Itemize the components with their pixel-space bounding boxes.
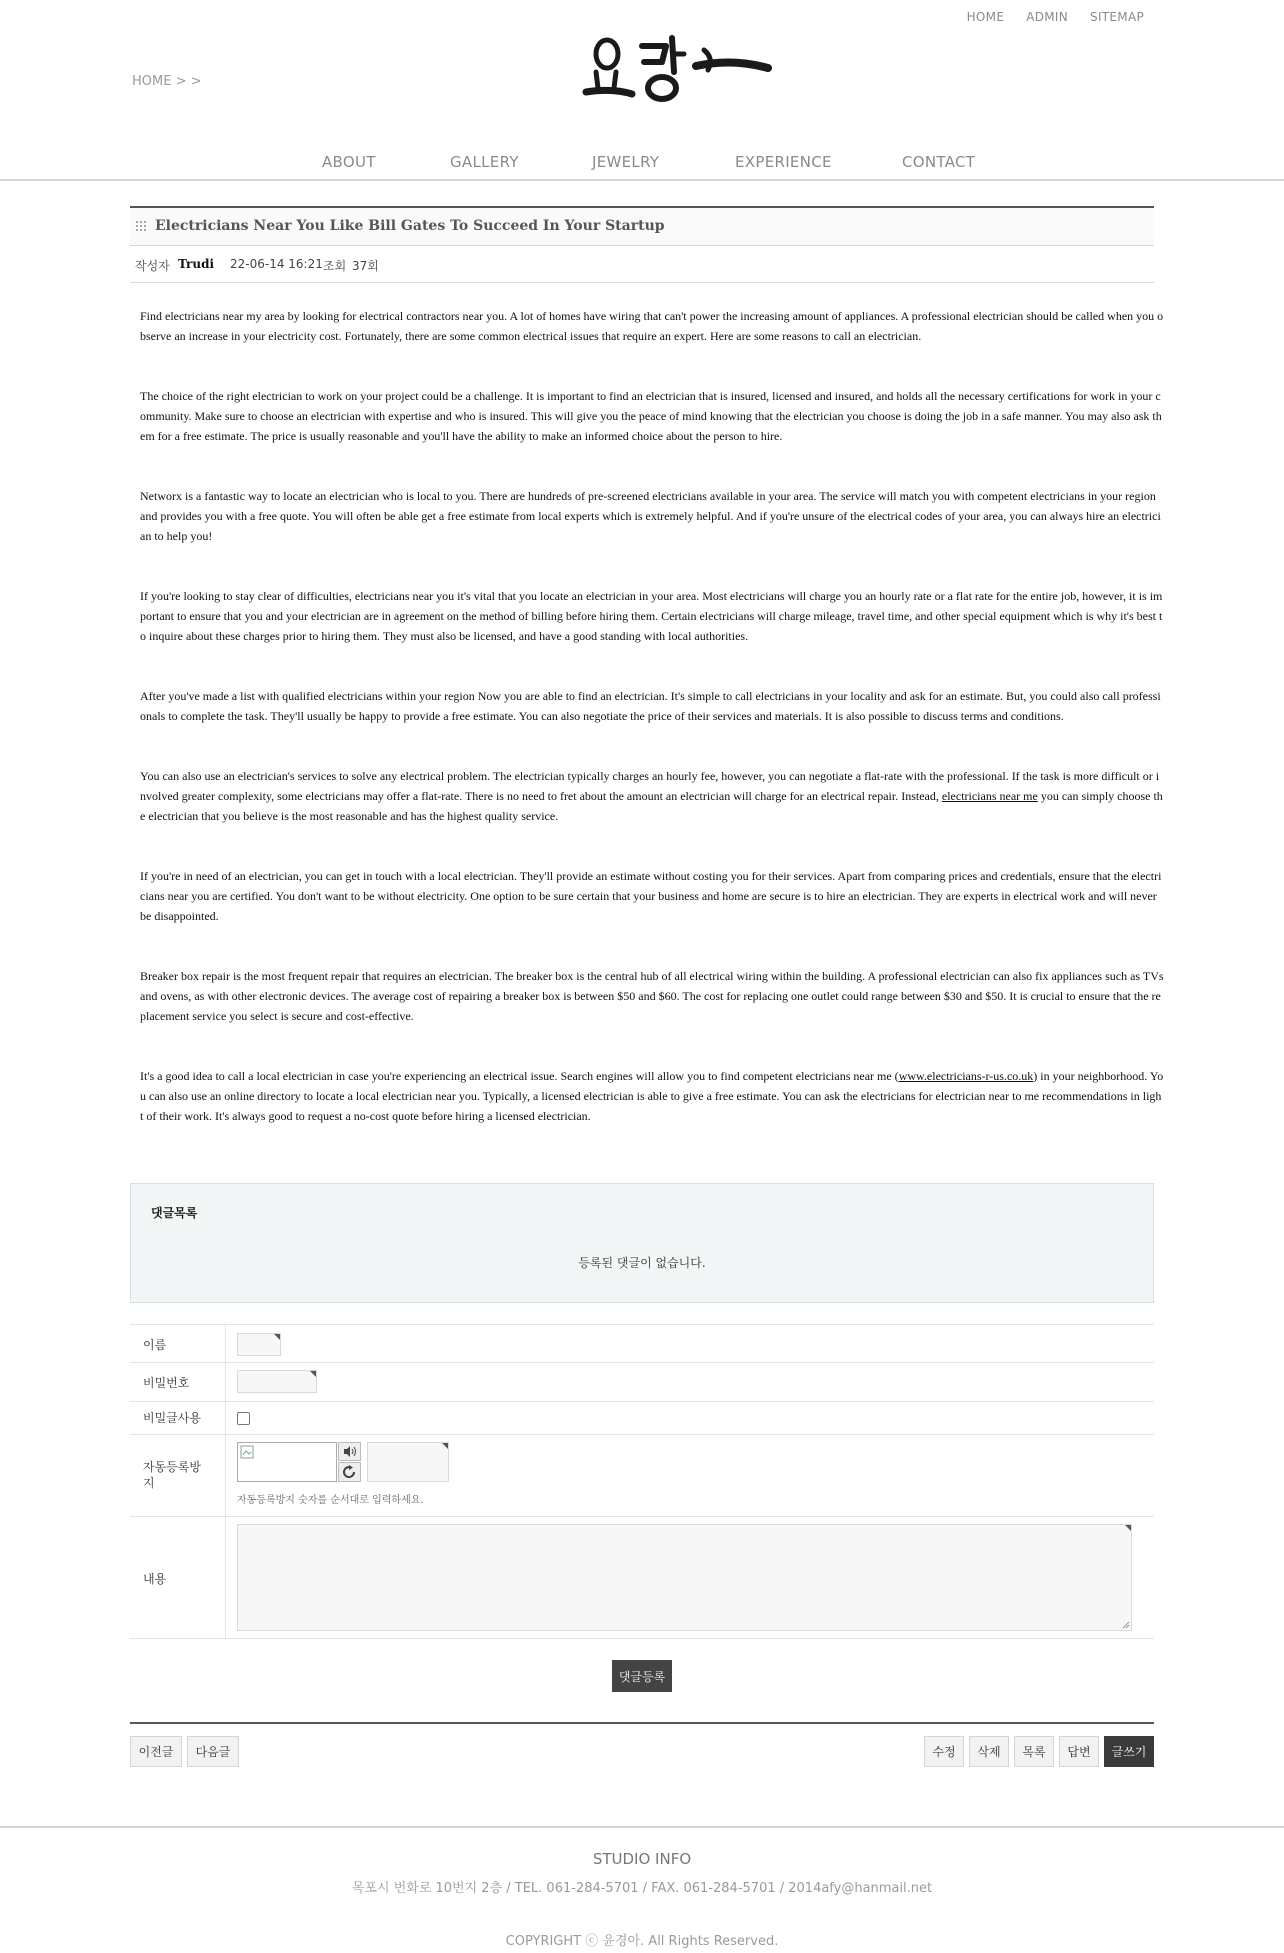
list-button[interactable]: 목록 — [1014, 1736, 1054, 1767]
edit-button[interactable]: 수정 — [924, 1736, 964, 1767]
main-nav — [0, 150, 1284, 181]
next-post-button[interactable]: 다음글 — [187, 1736, 239, 1767]
post-view — [130, 206, 1154, 283]
nav-item-about[interactable]: ABOUT — [322, 153, 376, 171]
nav-item-contact[interactable]: CONTACT — [902, 153, 976, 171]
comment-list — [130, 1183, 1154, 1303]
post-meta — [130, 246, 1154, 283]
name-input[interactable] — [237, 1333, 281, 1356]
reply-button[interactable]: 답변 — [1059, 1736, 1099, 1767]
paragraph-text: ) in your neighborhood. You can also use an online directory to locate a local electrician near you. Typically, a licensed electrician is able to give a free estimate. You can ask the electricians for electrician near to me recommendations in light of their work. It's always good to request a no-cost quote before hiring a licensed electrician. — [140, 1069, 1164, 1123]
paragraph: The choice of the right electrician to work on your project could be a challenge. It is important to find an electrician that is insured, licensed and insured, and holds all the necessary certifications for work in your community. Make sure to choose an electrician with expertise and who is insured. This will give you the peace of mind knowing that the electrician you choose is doing the job in a safe manner. You may also ask them for a free estimate. The price is usually reasonable and you'll have the ability to make an informed choice about the person to hire. — [140, 389, 1162, 443]
content-textarea[interactable] — [237, 1524, 1132, 1631]
footer-copyright: COPYRIGHT ⓒ 윤경아. All Rights Reserved. — [505, 1934, 779, 1949]
post-content — [140, 306, 1164, 1166]
secret-label: 비밀글사용 — [130, 1402, 226, 1434]
paragraph: If you're in need of an electrician, you can get in touch with a local electrician. They'll provide an estimate without costing you for their services. Apart from comparing prices and credentials, ensure that the electricians near you are certified. You don't want to be without electricity. One option to be sure certain that your business and home are secure is to hire an electrician. They are experts in electrical work and will never be disappointed. — [140, 869, 1162, 923]
paragraph — [140, 766, 1164, 826]
paragraph: Networx is a fantastic way to locate an electrician who is local to you. There are hundreds of pre-screened electricians available in your area. The service will match you with competent electricians in your region and provides you with a free quote. You will often be able get a free estimate from local experts which is extremely helpful. And if you're unsure of the electrical codes of your area, you can always hire an electrician to help you! — [140, 489, 1161, 543]
refresh-icon — [339, 1463, 360, 1481]
nav-item-experience[interactable]: EXPERIENCE — [735, 153, 832, 171]
paragraph — [140, 1066, 1164, 1126]
paragraph-text: you can simply choose the electrician that you believe is the most reasonable and has the highest quality service. — [140, 789, 1163, 823]
post-date: 22-06-14 16:21 — [230, 257, 323, 271]
nav-item-jewelry[interactable]: JEWELRY — [592, 153, 660, 171]
password-label: 비밀번호 — [130, 1363, 226, 1401]
captcha-image — [237, 1442, 337, 1482]
broken-image-icon — [240, 1445, 254, 1459]
paragraph-text: You can also use an electrician's services to solve any electrical problem. The electrician typically charges an hourly fee, however, you can negotiate a flat-rate with the professional. If the task is more difficult or involved greater complexity, some electricians may offer a flat-rate. There is no need to fret about the amount an electrician will charge for an electrical repair. Instead, — [140, 769, 1160, 803]
form-row-password — [130, 1363, 1154, 1402]
breadcrumb: HOME > > — [132, 74, 202, 89]
paragraph-text: It's a good idea to call a local electrician in case you're experiencing an electrical issue. Search engines will allow you to find competent electricians near me ( — [140, 1069, 899, 1083]
captcha-refresh-button[interactable] — [338, 1462, 361, 1482]
secret-checkbox[interactable] — [237, 1412, 250, 1425]
password-input[interactable] — [237, 1370, 317, 1393]
grid-icon — [135, 220, 147, 232]
form-row-name — [130, 1325, 1154, 1363]
post-title-bar — [130, 206, 1154, 246]
comment-empty-message: 등록된 댓글이 없습니다. — [578, 1256, 706, 1270]
views-count: 37회 — [352, 259, 379, 273]
author-label: 작성자 — [135, 259, 170, 273]
captcha-audio-button[interactable] — [338, 1442, 361, 1461]
delete-button[interactable]: 삭제 — [969, 1736, 1009, 1767]
post-title: Electricians Near You Like Bill Gates To Succeed In Your Startup — [155, 218, 665, 234]
site-logo[interactable] — [582, 32, 772, 114]
captcha-help: 자동등록방지 숫자를 순서대로 입력하세요. — [237, 1495, 424, 1506]
footer-title: STUDIO INFO — [592, 1850, 692, 1868]
comment-form — [130, 1324, 1154, 1639]
form-row-captcha — [130, 1435, 1154, 1517]
content-label: 내용 — [130, 1517, 226, 1638]
captcha-label: 자동등록방지 — [130, 1435, 226, 1516]
top-link-admin[interactable]: ADMIN — [1026, 10, 1069, 24]
speaker-icon — [339, 1443, 360, 1460]
footer-address: 목포시 번화로 10번지 2층 / TEL. 061-284-5701 / FAX. 061-284-5701 / 2014afy@hanmail.net — [351, 1881, 933, 1896]
footer — [0, 1826, 1284, 1953]
resize-handle-icon[interactable] — [1122, 1621, 1130, 1629]
comment-list-title: 댓글목록 — [151, 1206, 198, 1220]
form-row-secret — [130, 1402, 1154, 1435]
top-links — [967, 10, 1144, 24]
comment-submit-button[interactable]: 댓글등록 — [612, 1660, 672, 1692]
author-name[interactable]: Trudi — [178, 257, 215, 271]
post-button-bar — [130, 1722, 1154, 1772]
prev-post-button[interactable]: 이전글 — [130, 1736, 182, 1767]
top-link-sitemap[interactable]: SITEMAP — [1090, 10, 1144, 24]
captcha-input[interactable] — [367, 1442, 449, 1482]
views-label: 조회 — [323, 259, 347, 273]
content-link[interactable]: www.electricians-r-us.co.uk — [898, 1069, 1034, 1083]
paragraph: Find electricians near my area by looking for electrical contractors near you. A lot of homes have wiring that can't power the increasing amount of appliances. A professional electrician should be called when you observe an increase in your electricity cost. Fortunately, there are some common electrical issues that require an expert. Here are some reasons to call an electrician. — [140, 309, 1164, 343]
paragraph: After you've made a list with qualified electricians within your region Now you are able to find an electrician. It's simple to call electricians in your locality and ask for an estimate. But, you could also call professionals to complete the task. They'll usually be happy to provide a free estimate. You can also negotiate the price of their services and materials. It is also possible to discuss terms and conditions. — [140, 689, 1161, 723]
name-label: 이름 — [130, 1325, 226, 1362]
nav-item-gallery[interactable]: GALLERY — [450, 153, 519, 171]
paragraph: If you're looking to stay clear of difficulties, electricians near you it's vital that you locate an electrician in your area. Most electricians will charge you an hourly rate or a flat rate for the entire job, however, it is important to ensure that you and your electrician are in agreement on the method of billing before hiring them. Certain electricians will charge mileage, travel time, and other special equipment which is why it's best to inquire about these charges prior to hiring them. They must also be licensed, and have a good standing with local authorities. — [140, 589, 1163, 643]
paragraph: Breaker box repair is the most frequent repair that requires an electrician. The breaker box is the central hub of all electrical wiring within the building. A professional electrician can also fix appliances such as TVs and ovens, as with other electronic devices. The average cost of repairing a breaker box is between $50 and $60. The cost for replacing one outlet could range between $30 and $50. It is crucial to ensure that the replacement service you select is secure and cost-effective. — [140, 969, 1164, 1023]
form-row-content — [130, 1517, 1154, 1639]
top-link-home[interactable]: HOME — [966, 10, 1005, 24]
content-link[interactable]: electricians near me — [941, 789, 1038, 803]
write-button[interactable]: 글쓰기 — [1104, 1736, 1154, 1767]
